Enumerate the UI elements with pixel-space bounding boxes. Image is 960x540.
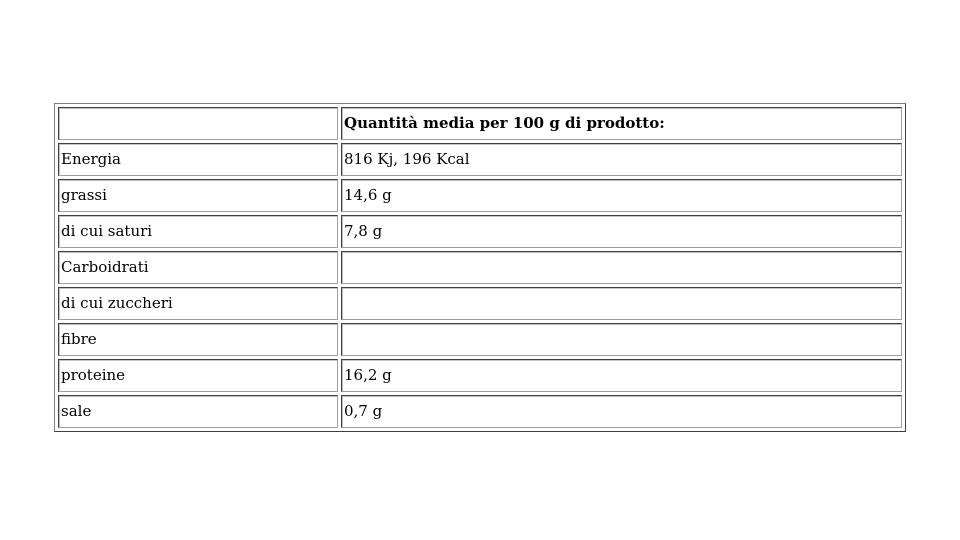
nutrition-table	[54, 103, 906, 432]
nutrient-value	[341, 323, 902, 356]
table-row	[58, 323, 902, 356]
nutrient-value	[341, 287, 902, 320]
table-row	[58, 359, 902, 392]
nutrient-value: 816 Kj, 196 Kcal	[341, 143, 902, 176]
table-row	[58, 251, 902, 284]
nutrient-label: proteine	[58, 359, 338, 392]
table-row	[58, 215, 902, 248]
nutrient-value: 0,7 g	[341, 395, 902, 428]
header-label-cell	[58, 107, 338, 140]
nutrient-label: fibre	[58, 323, 338, 356]
nutrient-value	[341, 251, 902, 284]
header-value-cell: Quantità media per 100 g di prodotto:	[341, 107, 902, 140]
table-row	[58, 143, 902, 176]
nutrient-label: Carboidrati	[58, 251, 338, 284]
nutrient-label: grassi	[58, 179, 338, 212]
nutrient-value: 7,8 g	[341, 215, 902, 248]
table-row	[58, 395, 902, 428]
nutrient-label: Energia	[58, 143, 338, 176]
nutrient-label: di cui zuccheri	[58, 287, 338, 320]
table-row	[58, 287, 902, 320]
nutrient-value: 16,2 g	[341, 359, 902, 392]
table-header-row	[58, 107, 902, 140]
nutrient-label: sale	[58, 395, 338, 428]
nutrient-label: di cui saturi	[58, 215, 338, 248]
table-row	[58, 179, 902, 212]
nutrient-value: 14,6 g	[341, 179, 902, 212]
